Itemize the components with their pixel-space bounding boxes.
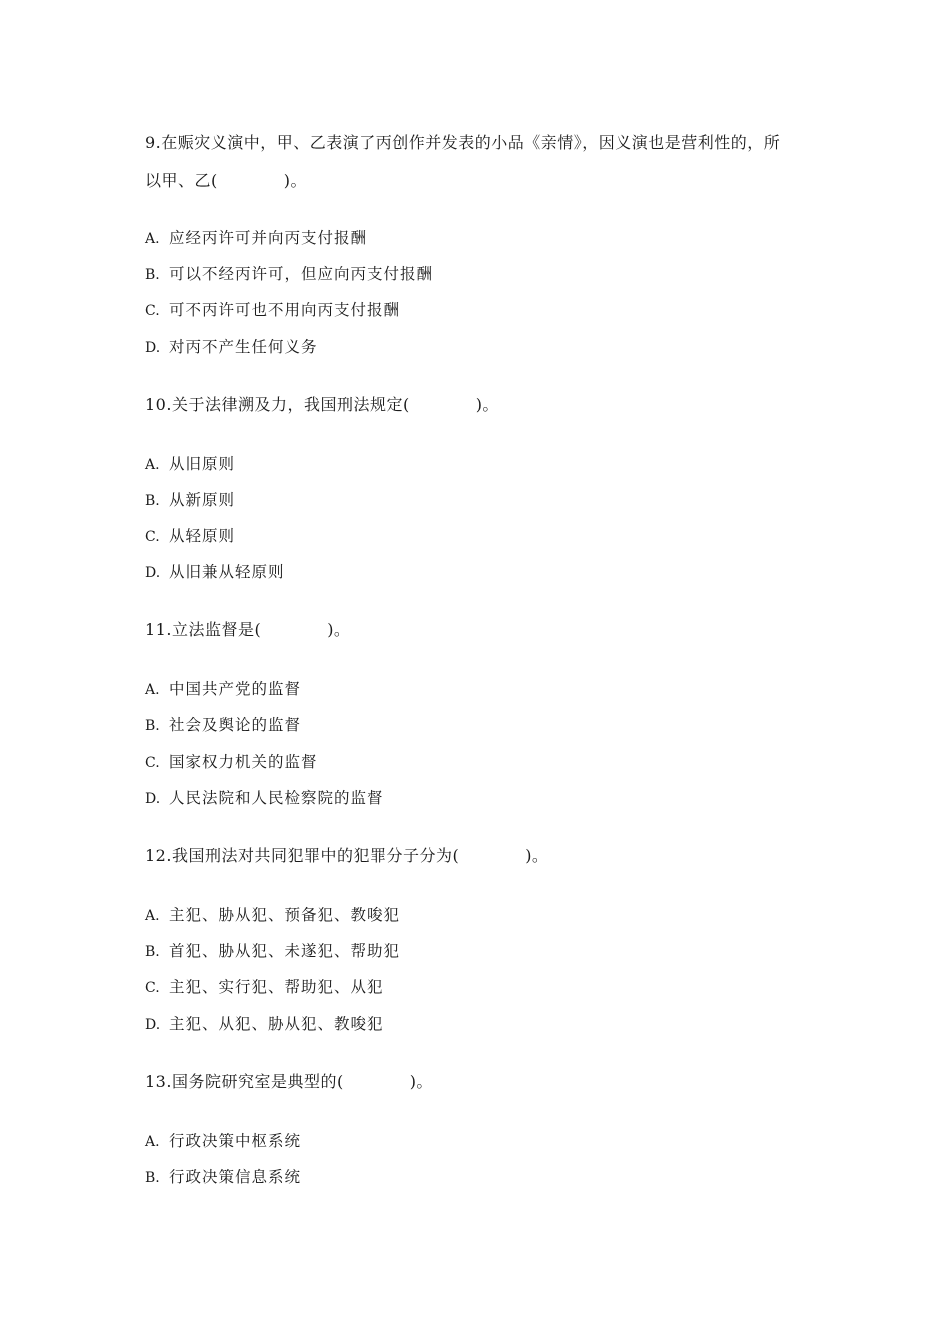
option-text: 对丙不产生任何义务 bbox=[169, 338, 318, 356]
question-10-option-b bbox=[145, 490, 235, 511]
option-text: 中国共产党的监督 bbox=[169, 680, 302, 698]
option-letter: A. bbox=[145, 231, 160, 247]
question-9-option-d bbox=[145, 337, 318, 358]
question-10-stem: 10.关于法律溯及力，我国刑法规定( )。 bbox=[145, 395, 499, 414]
option-letter: D. bbox=[145, 340, 161, 356]
option-text: 行政决策中枢系统 bbox=[169, 1132, 302, 1150]
option-letter: A. bbox=[145, 908, 160, 924]
question-11-option-d bbox=[145, 788, 384, 809]
option-letter: B. bbox=[145, 1170, 160, 1186]
question-13-stem: 13.国务院研究室是典型的( )。 bbox=[145, 1072, 433, 1091]
question-9-stem-line-1: 9.在赈灾义演中，甲、乙表演了丙创作并发表的小品《亲情》，因义演也是营利性的，所 bbox=[145, 133, 781, 152]
question-11-option-b bbox=[145, 715, 301, 736]
question-11-option-c bbox=[145, 752, 318, 773]
question-13-option-a bbox=[145, 1131, 301, 1152]
question-10-option-c bbox=[145, 526, 235, 547]
option-letter: B. bbox=[145, 493, 160, 509]
question-9-option-c bbox=[145, 300, 400, 321]
question-11-option-a bbox=[145, 679, 301, 700]
option-text: 主犯、胁从犯、预备犯、教唆犯 bbox=[169, 906, 401, 924]
option-text: 人民法院和人民检察院的监督 bbox=[169, 789, 384, 807]
option-letter: C. bbox=[145, 755, 160, 771]
option-text: 从旧原则 bbox=[169, 455, 236, 473]
option-letter: B. bbox=[145, 718, 160, 734]
question-9-option-a bbox=[145, 228, 367, 249]
option-text: 主犯、从犯、胁从犯、教唆犯 bbox=[169, 1015, 384, 1033]
question-13-option-b bbox=[145, 1167, 301, 1188]
option-letter: C. bbox=[145, 980, 160, 996]
option-text: 可不丙许可也不用向丙支付报酬 bbox=[169, 301, 401, 319]
option-text: 应经丙许可并向丙支付报酬 bbox=[169, 229, 368, 247]
option-text: 社会及舆论的监督 bbox=[169, 716, 302, 734]
question-12-option-a bbox=[145, 905, 400, 926]
option-text: 首犯、胁从犯、未遂犯、帮助犯 bbox=[169, 942, 401, 960]
option-letter: D. bbox=[145, 791, 161, 807]
option-text: 可以不经丙许可，但应向丙支付报酬 bbox=[169, 265, 434, 283]
option-text: 主犯、实行犯、帮助犯、从犯 bbox=[169, 978, 384, 996]
option-letter: C. bbox=[145, 303, 160, 319]
question-12-option-b bbox=[145, 941, 400, 962]
question-11-stem: 11.立法监督是( )。 bbox=[145, 620, 351, 639]
question-12-option-d bbox=[145, 1014, 384, 1035]
option-text: 行政决策信息系统 bbox=[169, 1168, 302, 1186]
option-letter: A. bbox=[145, 457, 160, 473]
option-text: 从新原则 bbox=[169, 491, 236, 509]
question-10-option-d bbox=[145, 562, 285, 583]
option-text: 从轻原则 bbox=[169, 527, 236, 545]
question-10-option-a bbox=[145, 454, 235, 475]
option-letter: D. bbox=[145, 1017, 161, 1033]
option-letter: A. bbox=[145, 1134, 160, 1150]
option-letter: A. bbox=[145, 682, 160, 698]
question-9-stem-line-2: 以甲、乙( )。 bbox=[145, 171, 307, 190]
option-letter: C. bbox=[145, 529, 160, 545]
option-letter: B. bbox=[145, 267, 160, 283]
question-9-option-b bbox=[145, 264, 433, 285]
option-text: 从旧兼从轻原则 bbox=[169, 563, 285, 581]
question-12-stem: 12.我国刑法对共同犯罪中的犯罪分子分为( )。 bbox=[145, 846, 549, 865]
option-letter: D. bbox=[145, 565, 161, 581]
question-12-option-c bbox=[145, 977, 384, 998]
option-text: 国家权力机关的监督 bbox=[169, 753, 318, 771]
option-letter: B. bbox=[145, 944, 160, 960]
